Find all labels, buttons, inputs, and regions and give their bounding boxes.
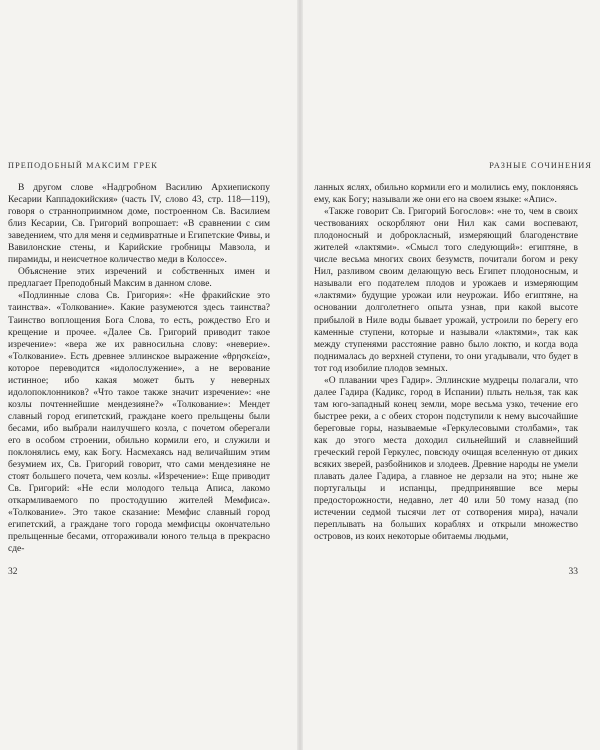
running-head-left: ПРЕПОДОБНЫЙ МАКСИМ ГРЕК <box>8 161 158 170</box>
left-page-text <box>8 182 270 555</box>
paragraph: Объяснение этих изречений и собственных имен и предлагает Преподобный Максим в данном слове. <box>8 267 270 290</box>
page-number-left: 32 <box>8 567 18 577</box>
running-head-right: РАЗНЫЕ СОЧИНЕНИЯ <box>489 161 592 170</box>
paragraph: В другом слове «Надгробном Василию Архиепископу Кесарии Каппадокийския» (часть IV, слово 43, стр. 118—119), говоря о странноприимном доме, построенном Св. Василием близ Кесарии, Св. Григорий вопрошает: «В сравнении с сим заведением, что для меня и седмивратные и Египетские Фивы, и Вавилонские стены, и Карийские гробницы Мавзола, и пирамиды, и неисчетное количество меди в Колоссе». <box>8 183 270 266</box>
page-number-right: 33 <box>568 567 578 577</box>
right-page <box>302 0 600 750</box>
paragraph: ланных яслях, обильно кормили его и молились ему, поклоняясь ему, как Богу; называли же они его на своем языке: «Апис». <box>314 183 578 206</box>
paragraph: «Подлинные слова Св. Григория»: «Не фракийские это таинства». «Толкование». Какие разумеются здесь таинства? Таинство воплощения Бога Слова, то есть, рождество Его и крещение и прочее. «Далее Св. Григорий приводит такое изречение»: «вера же их равносильна слову: «неверие». «Толкование». Есть древнее эллинское выражение «θρησκεία», которое переводится «идолослужение», а не верование истинное; ибо какая может быть у неверных идолопоклонников? «Что такое также значит изречение»: «не козлы почтеннейшие мендезияне?» «Толкование»: Мендет славный город египетский, граждане коего прельщены были бесами, ибо выбрали наилучшего козла, с почетом оберегали его в особом строении, обильно кормили его, и служили и поклонялись ему, как Богу. Насмехаясь над величайшим этим безумием их, Св. Григорий говорит, что сами мендезияне не стоят большего почета, чем козлы. «Изречение»: Еще приводит Св. Григорий: «Не если молодого тельца Аписа, лакомо откармливаемого по простодушию жителей Мемфиса». «Толкование». Это такое сказание: Мемфис славный город египетский, а граждане того города мемфисцы окончательно прельщенные бесами, отгораживали юного тельца в прекрасно сде- <box>8 291 270 555</box>
paragraph: «Также говорит Св. Григорий Богослов»: «не то, чем в своих чествованиях оскорбляют они Нил как сами воспевают, плодоносный и доброкласный, измеряющий благоденствие жителей «лактями». «Смысл того следующий»: египтяне, в числе весьма многих своих безумств, почитали богом и реку Нил, разливом своим делающую весь Египет плодоносным, и называли его подателем плодов и урожаев и измеряющим «лактями» будущие урожаи или неурожаи. Ибо египтяне, на основании долголетнего опыта узнав, при какой высоте прибылой в Ниле воды бывает урожай, устроили по берегу его каменные ступени, которые и называли «лактями», так как между ступенями расстояние равно было локтю, и когда вода поднималась до верхней ступени, то они угадывали, что будет в тот год изобилие плодов земных. <box>314 207 578 374</box>
right-page-text <box>314 182 578 543</box>
paragraph: «О плавании чрез Гадир». Эллинские мудрецы полагали, что далее Гадира (Кадикс, город в Испании) плыть нельзя, так как там юго-западный конец земли, море весьма узко, течение его быстрее реки, а с обеих сторон подступили к нему высочайшие береговые горы, называемые «Геркулесовыми столбами», так как до этого места доходил сильнейший и славнейший греческий герой Геркулес, повсюду очищая вселенную от диких всяких зверей, разбойников и злодеев. Древние народы не умели плавать далее Гадира, а главное не дерзали на это; ныне же португальцы и испанцы, предпринявшие все меры предосторожности, недавно, лет 40 или 50 тому назад (по истечении седмой тысячи лет от сотворения мира), начали переплывать на больших кораблях и открыли множество островов, из коих некоторые обитаемы людьми, <box>314 375 578 543</box>
left-page <box>0 0 298 750</box>
